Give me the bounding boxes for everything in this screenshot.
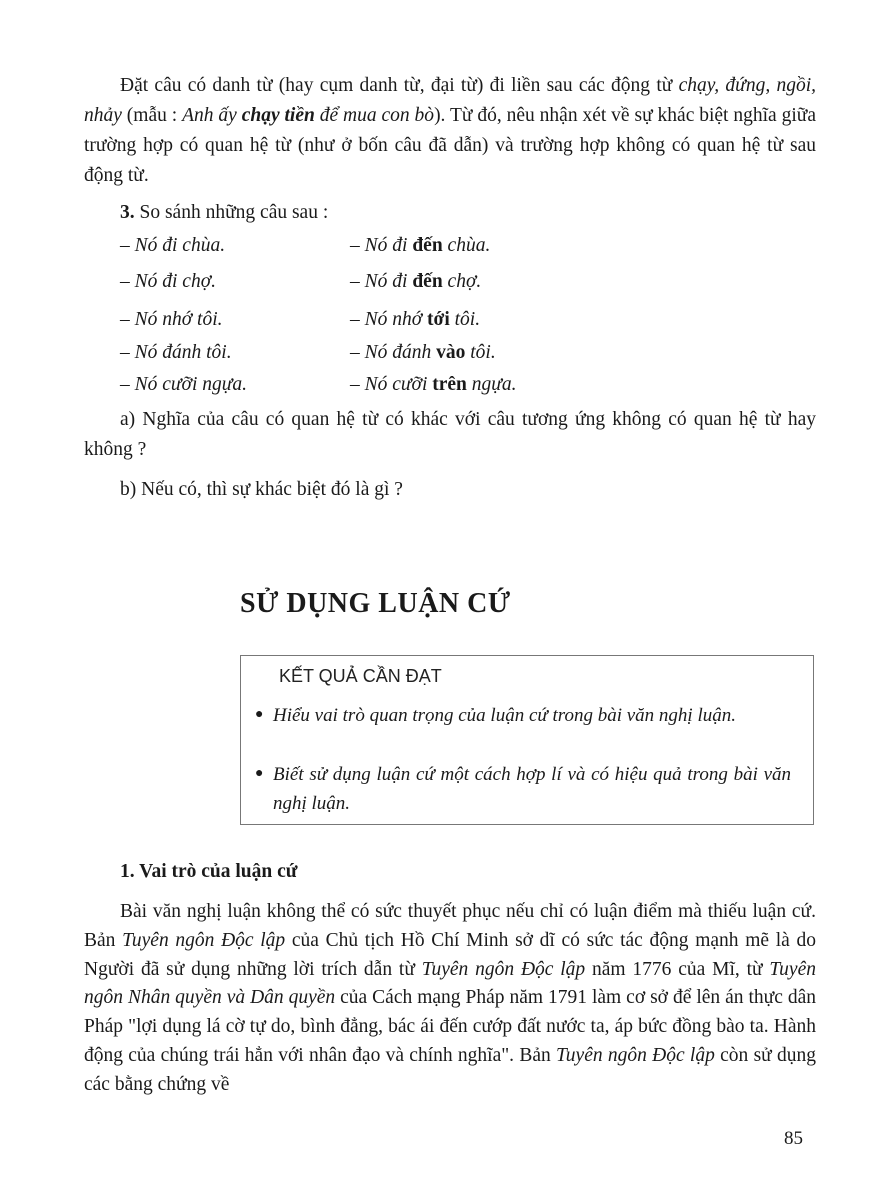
question-b: b) Nếu có, thì sự khác biệt đó là gì ? xyxy=(120,479,403,500)
example-left-5: – Nó cưỡi ngựa. xyxy=(120,374,248,395)
text-run: – Nó cưỡi xyxy=(350,374,433,395)
question-a: a) Nghĩa của câu có quan hệ từ có khác với câu tương ứng không có quan hệ từ hay không ? xyxy=(84,409,816,460)
document-title: Tuyên ngôn Độc lập xyxy=(421,958,586,980)
lesson-title: SỬ DỤNG LUẬN CỨ xyxy=(240,588,511,619)
relation-word: tới xyxy=(427,309,450,330)
example-left-3: – Nó nhớ tôi. xyxy=(120,309,223,330)
text-run: ngựa. xyxy=(466,374,517,395)
text-run: Bài văn nghị luận không thể có sức thuyết phục nếu chỉ có luận điểm mà thiếu luận cứ. Bản xyxy=(84,901,816,951)
example-italic: Anh ấy xyxy=(182,105,242,126)
bullet-icon: ● xyxy=(255,766,264,781)
outcomes-heading: KẾT QUẢ CẦN ĐẠT xyxy=(279,666,442,686)
text-run: của Cách mạng Pháp năm 1791 làm cơ sở để lên án thực dân Pháp "lợi dụng lá cờ tự do, bình đẳng, bác ái đến cướp đất nước ta, áp bức đồng bào ta. Hành động của chúng trái hẳn với nhân đạo và chính nghĩa". Bản xyxy=(84,987,816,1066)
example-right-1 xyxy=(350,232,490,260)
outcome-item-2: Biết sử dụng luận cứ một cách hợp lí và có hiệu quả trong bài văn nghị luận. xyxy=(273,764,791,814)
example-italic: để mua con bò xyxy=(314,105,435,126)
section-heading: 1. Vai trò của luận cứ xyxy=(120,861,298,882)
example-right-4 xyxy=(350,339,496,367)
exercise-number: 3. xyxy=(120,202,135,223)
text-run: tôi. xyxy=(465,342,496,363)
text-run: chùa. xyxy=(442,235,491,256)
bullet-icon: ● xyxy=(255,707,264,722)
example-bold: chạy tiền xyxy=(241,105,315,126)
text-run: So sánh những câu sau : xyxy=(134,202,329,223)
relation-word: đến xyxy=(412,271,443,292)
text-run: – Nó đánh xyxy=(350,342,437,363)
text-run: của Chủ tịch Hồ Chí Minh sở dĩ có sức tác động mạnh mẽ là do Người đã sử dụng những lời trích dẫn từ xyxy=(84,929,816,980)
document-title: Tuyên ngôn Độc lập xyxy=(122,929,286,951)
verbs-italic: chạy, đứng, ngồi, nhảy xyxy=(84,75,816,126)
document-title: Tuyên ngôn Nhân quyền và Dân quyền xyxy=(84,958,816,1009)
section-1-paragraph xyxy=(84,898,816,1100)
text-run: ). Từ đó, nêu nhận xét về sự khác biệt nghĩa giữa trường hợp có quan hệ từ (như ở bốn câu đã dẫn) và trường hợp không có quan hệ từ sau động từ. xyxy=(84,105,816,186)
text-run: Đặt câu có danh từ (hay cụm danh từ, đại từ) đi liền sau các động từ xyxy=(120,75,679,96)
exercise-3-intro xyxy=(84,198,816,228)
text-run: chợ. xyxy=(442,271,482,292)
text-run: – Nó nhớ xyxy=(350,309,428,330)
example-left-2: – Nó đi chợ. xyxy=(120,271,216,292)
text-run: – Nó đi xyxy=(350,235,413,256)
text-run: năm 1776 của Mĩ, từ xyxy=(585,958,770,980)
exercise-2-paragraph xyxy=(84,71,816,191)
text-run: – Nó đi xyxy=(350,271,413,292)
text-run: còn sử dụng các bằng chứng về xyxy=(84,1044,817,1095)
example-right-3 xyxy=(350,306,480,334)
text-run: (mẫu : xyxy=(121,105,183,126)
example-left-4: – Nó đánh tôi. xyxy=(120,342,232,363)
example-right-2 xyxy=(350,268,481,296)
outcome-item-1: Hiểu vai trò quan trọng của luận cứ trong bài văn nghị luận. xyxy=(273,705,736,726)
relation-word: vào xyxy=(436,342,466,363)
relation-word: trên xyxy=(432,374,467,395)
example-right-5 xyxy=(350,371,517,399)
text-run: tôi. xyxy=(449,309,481,330)
relation-word: đến xyxy=(412,235,443,256)
example-left-1: – Nó đi chùa. xyxy=(120,235,226,256)
page-number: 85 xyxy=(784,1128,803,1149)
document-title: Tuyên ngôn Độc lập xyxy=(556,1044,715,1066)
learning-outcomes-box xyxy=(240,655,814,825)
